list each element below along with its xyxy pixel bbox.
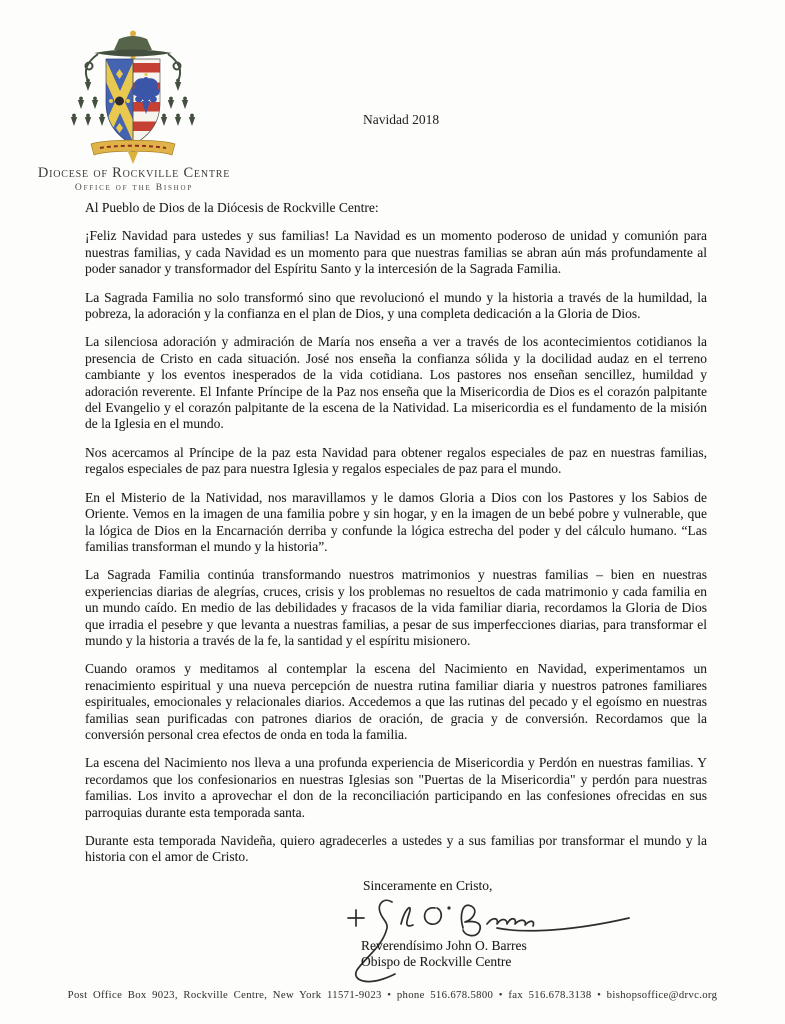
paragraph: Cuando oramos y meditamos al contemplar la escena del Nacimiento en Navidad, experimentamos un renacimiento espiritual y una nueva percepción de nuestra rutina familiar diaria y nuestros patrones familiares espirituales, emocionales y relacionales diarios. Accedemos a que las rutinas del pecado y el egoísmo en nuestras familias sean purificadas con patrones diarios de oración, de gracia y de conversión. Recordamos que la conversión personal crea efectos de onda en toda la familia.: [85, 661, 707, 742]
office-name: Office of the Bishop: [74, 183, 194, 193]
paragraph: ¡Feliz Navidad para ustedes y sus familias! La Navidad es un momento poderoso de unidad y comunión para nuestras familias, y cada Navidad es un momento para que nuestras familias se abran aún más profundamente al poder sanador y transformador del Espíritu Santo y la intercesión de la Sagrada Familia.: [85, 228, 707, 277]
signer-title: Obispo de Rockville Centre: [361, 954, 512, 970]
shield: [102, 59, 160, 145]
paragraph: Durante esta temporada Navideña, quiero agradecerles a ustedes y a sus familias por transformar el mundo y la historia con el amor de Cristo.: [85, 833, 707, 865]
letter-body: [85, 200, 707, 971]
closing-block: [363, 878, 707, 971]
paragraph: La Sagrada Familia no solo transformó sino que revolucionó el mundo y la historia a través de la humildad, la pobreza, la adoración y la confianza en el plan de Dios, y una completa dedicación a la Gloria de Dios.: [85, 289, 707, 322]
date-line: Navidad 2018: [363, 112, 440, 127]
signer-name: Reverendísimo John O. Barres: [361, 938, 527, 954]
paragraph: La Sagrada Familia continúa transformando nuestros matrimonios y nuestras familias – bien en nuestras experiencias diarias de alegrías, cruces, crisis y los problemas no resueltos de cada matrimonio y cada familia en un mundo caído. En medio de las debilidades y fracasos de la vida familiar diaria, recordamos la Gloria de Dios que irradia el pesebre y que levanta a nuestras familias, a pesar de sus imperfecciones diarias, para transformar el mundo y la historia a través de la fe, la santidad y el espíritu misionero.: [85, 567, 707, 648]
paragraph: En el Misterio de la Natividad, nos maravillamos y le damos Gloria a Dios con los Pastores y los Sabios de Oriente. Vemos en la imagen de una familia pobre y sin hogar, y en la imagen de un bebé pobre y vulnerable, que la lógica de Dios en la Encarnación derriba y confunde la lógica estrecha del poder y del cálculo humano. “Las familias transforman el mundo y la historia”.: [85, 489, 707, 554]
galero-hat-icon: [94, 36, 172, 57]
organization-name: Diocese of Rockville Centre: [37, 165, 231, 181]
paragraph: La silenciosa adoración y admiración de María nos enseña a ver a través de los acontecimientos cotidianos la presencia de Cristo en cada situación. José nos enseña la confianza sólida y la docilidad audaz en el terreno cambiante y los eventos inesperados de la vida cotidiana. Los pastores nos enseñan sencillez, humildad y adoración reverente. El Infante Príncipe de la Paz nos enseña que la Misericordia de Dios es el corazón palpitante del Evangelio y el corazón palpitante de la escena de la Natividad. La misericordia es el fundamento de la misión de la Iglesia en el mundo.: [85, 334, 707, 432]
valediction: Sinceramente en Cristo,: [363, 877, 493, 893]
letterhead: [25, 165, 243, 194]
diocese-coat-of-arms: [58, 24, 208, 164]
paragraph: La escena del Nacimiento nos lleva a una profunda experiencia de Misericordia y Perdón en nuestras familias. Y recordamos que los confesionarios en nuestras Iglesias son "Puertas de la Misericordia" y perdón para nuestras familias. Los invito a aprovechar el don de la reconciliación participando en las confesiones ofrecidas en sus parroquias durante esta temporada santa.: [85, 755, 707, 820]
handwritten-signature: [337, 896, 647, 938]
salutation: Al Pueblo de Dios de la Diócesis de Rockville Centre:: [85, 200, 379, 215]
footer-contact-line: Post Office Box 9023, Rockville Centre, New York 11571-9023 • phone 516.678.5800 • fax 516.678.3138 • bishopsoffice@drvc.org: [67, 989, 718, 1001]
paragraph: Nos acercamos al Príncipe de la paz esta Navidad para obtener regalos especiales de paz en nuestras familias, regalos especiales de paz para nuestra Iglesia y regalos especiales de paz para el mundo.: [85, 444, 707, 477]
